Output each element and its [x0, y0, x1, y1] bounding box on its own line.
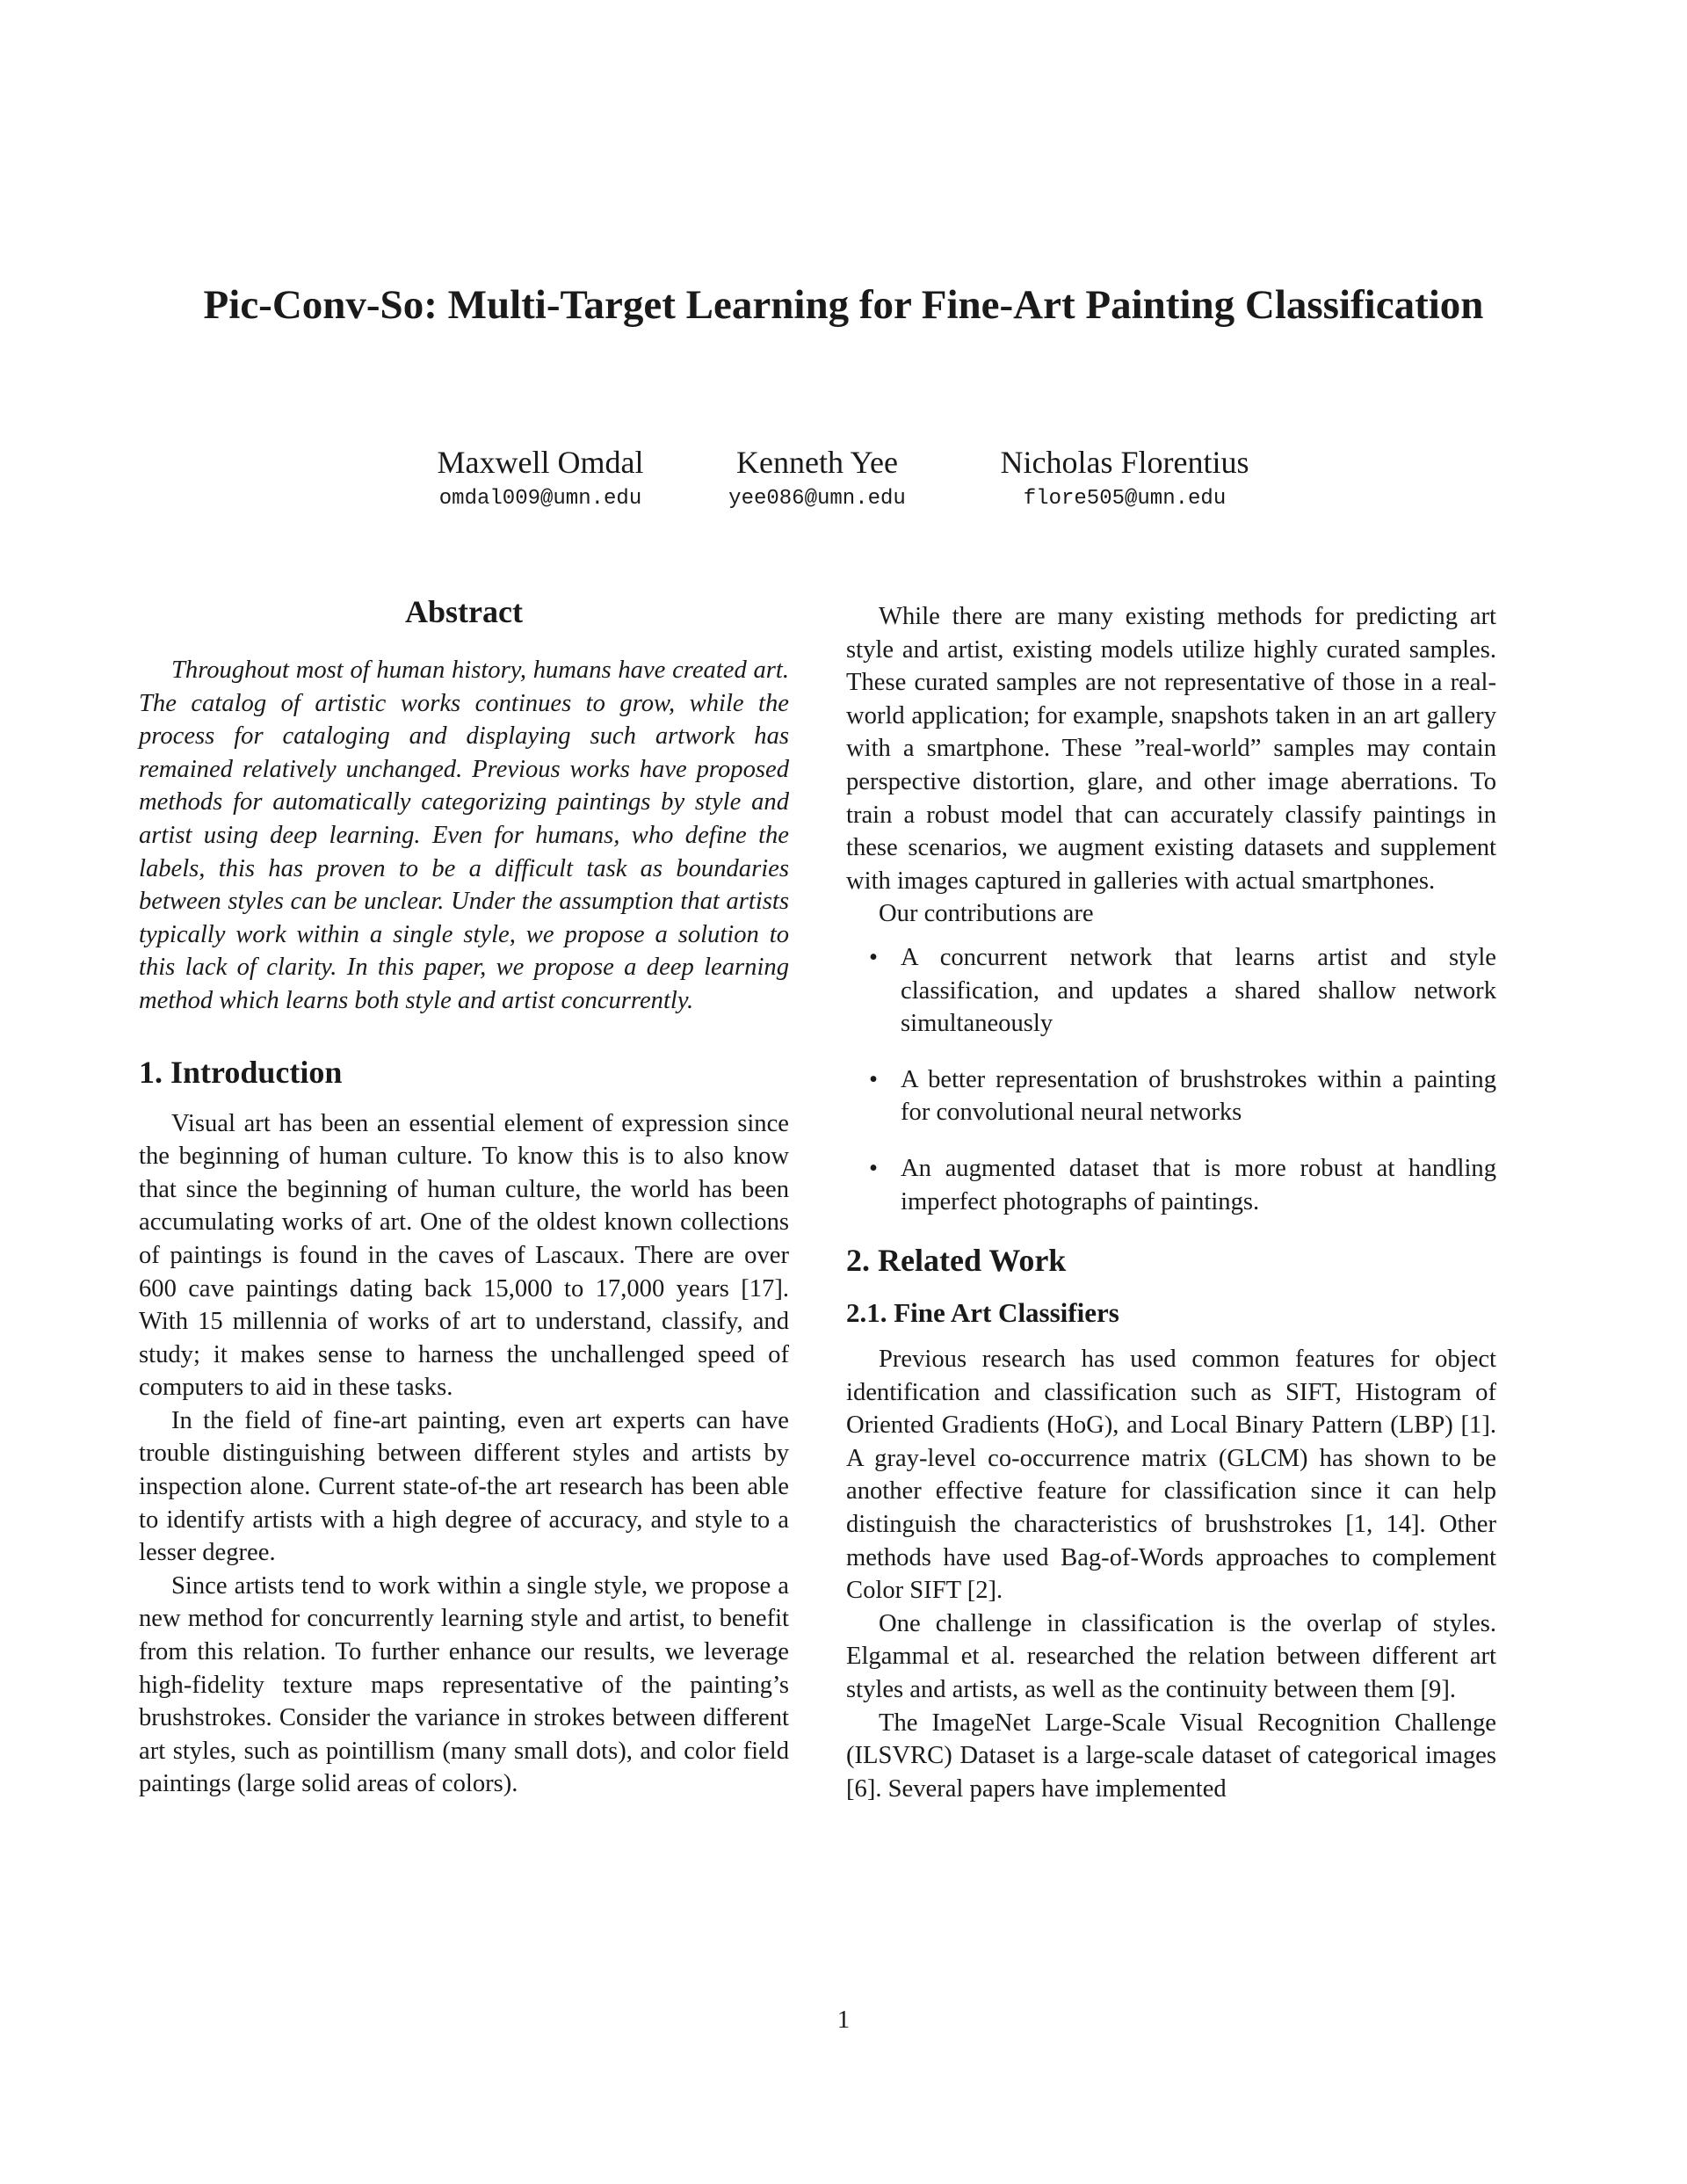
- left-column: [139, 592, 789, 1801]
- contribution-text: An augmented dataset that is more robust at handling imperfect photographs of paintings.: [901, 1154, 1496, 1215]
- introduction-heading: 1. Introduction: [139, 1054, 343, 1090]
- intro-paragraph-2: In the field of fine-art painting, even art experts can have trouble distinguishing between different styles and artists by inspection alone. Current state-of-the art research has been able to identify artists with a high degree of accuracy, and style to a lesser degree.: [139, 1406, 789, 1567]
- bullet-icon: •: [869, 943, 879, 971]
- page-number: 1: [836, 2006, 851, 2034]
- bullet-icon: •: [869, 1065, 879, 1093]
- contributions-list: [846, 941, 1496, 1218]
- author-block: [0, 443, 1687, 531]
- abstract-heading: Abstract: [405, 594, 523, 629]
- intro-paragraph-3: Since artists tend to work within a single style, we propose a new method for concurrently learning style and artist, to benefit from this relation. To further enhance our results, we leverage high-fidelity texture maps representative of the painting’s brushstrokes. Consider the variance in strokes between different art styles, such as pointillism (many small dots), and color field paintings (large solid areas of colors).: [139, 1571, 789, 1798]
- contribution-text: A concurrent network that learns artist and style classification, and updates a shared shallow network simultaneously: [901, 943, 1496, 1038]
- paper-title: Pic-Conv-So: Multi-Target Learning for Fine-Art Painting Classification: [203, 282, 1484, 328]
- list-item: [846, 1063, 1496, 1129]
- related-work-heading: 2. Related Work: [846, 1243, 1067, 1279]
- list-item: [846, 941, 1496, 1041]
- related-paragraph-2: One challenge in classification is the overlap of styles. Elgammal et al. researched the relation between different art styles and artists, as well as the continuity between them [9].: [846, 1609, 1496, 1704]
- author-name: Maxwell Omdal: [437, 445, 644, 480]
- right-column: [846, 600, 1496, 1805]
- author-3: [967, 443, 1283, 517]
- intro-paragraph-1: Visual art has been an essential element of expression since the beginning of human culture. To know this is to also know that since the beginning of human culture, the world has been accumulating works of art. One of the oldest known collections of paintings is found in the caves of Lascaux. There are over 600 cave paintings dating back 15,000 to 17,000 years [17]. With 15 millennia of works of art to understand, classify, and study; it makes sense to harness the unchallenged speed of computers to aid in these tasks.: [139, 1109, 789, 1402]
- fine-art-classifiers-heading: 2.1. Fine Art Classifiers: [846, 1297, 1119, 1329]
- contribution-text: A better representation of brushstrokes within a painting for convolutional neural networks: [901, 1065, 1496, 1127]
- intro-paragraph-4: While there are many existing methods for predicting art style and artist, existing models utilize highly curated samples. These curated samples are not representative of those in a real-world application; for example, snapshots taken in an art gallery with a smartphone. These ”real-world” samples may contain perspective distortion, glare, and other image aberrations. To train a robust model that can accurately classify paintings in these scenarios, we augment existing datasets and supplement with images captured in galleries with actual smartphones.: [846, 603, 1496, 895]
- author-2: [685, 443, 949, 517]
- list-item: [846, 1152, 1496, 1218]
- bullet-icon: •: [869, 1154, 879, 1182]
- related-paragraph-1: Previous research has used common features for object identification and classification such as SIFT, Histogram of Oriented Gradients (HoG), and Local Binary Pattern (LBP) [1]. A gray-level co-occurrence matrix (GLCM) has shown to be another effective feature for classification since it can help distinguish the characteristics of brushstrokes [1, 14]. Other methods have used Bag-of-Words approaches to complement Color SIFT [2].: [846, 1346, 1496, 1605]
- author-email: omdal009@umn.edu: [438, 487, 642, 511]
- abstract-text: Throughout most of human history, humans have created art. The catalog of artistic works continues to grow, while the process for cataloging and displaying such artwork has remained relatively unchanged. Previous works have proposed methods for automatically categorizing paintings by style and artist using deep learning. Even for humans, who define the labels, this has proven to be a difficult task as boundaries between styles can be unclear. Under the assumption that artists typically work within a single style, we propose a solution to this lack of clarity. In this paper, we propose a deep learning method which learns both style and artist concurrently.: [139, 657, 789, 1014]
- author-1: [369, 443, 712, 517]
- author-email: flore505@umn.edu: [1023, 487, 1227, 511]
- author-email: yee086@umn.edu: [728, 487, 906, 511]
- author-name: Nicholas Florentius: [1000, 445, 1249, 480]
- intro-paragraph-5: Our contributions are: [879, 900, 1094, 928]
- related-paragraph-3: The ImageNet Large-Scale Visual Recognition Challenge (ILSVRC) Dataset is a large-scale dataset of categorical images [6]. Several papers have implemented: [846, 1709, 1496, 1803]
- author-name: Kenneth Yee: [736, 445, 898, 480]
